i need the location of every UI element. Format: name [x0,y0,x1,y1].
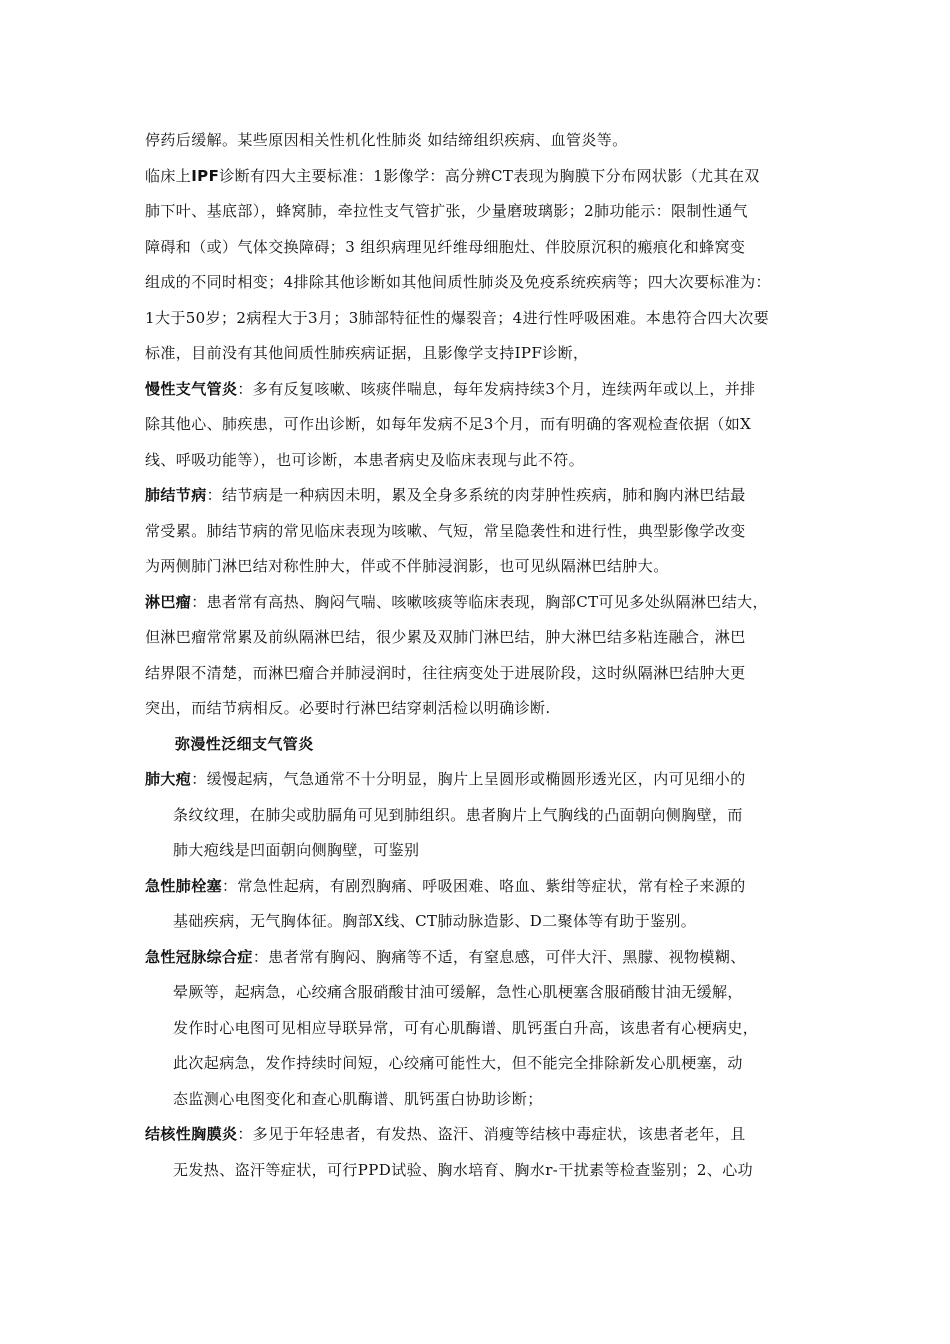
text-run: ：多见于年轻患者，有发热、盗汗、消瘦等结核中毒症状，该患者老年，且 [237,1125,746,1143]
text-line: 肺大疱线是凹面朝向侧胸壁，可鉴别 [173,841,420,859]
paragraph-tuberculous-pleurisy [145,1117,815,1188]
paragraph-acute-coronary-syndrome [145,940,815,1118]
paragraph-chronic-bronchitis [145,372,815,479]
text-line [145,762,815,798]
term-chronic-bronchitis: 慢性支气管炎 [145,379,238,398]
term-tuberculous-pleurisy: 结核性胸膜炎 [145,1125,238,1143]
paragraph-organizing-pneumonia [145,123,815,159]
section-heading: 弥漫性泛细支气管炎 [175,734,314,753]
term-sarcoidosis: 肺结节病 [145,486,207,504]
text-line: 晕厥等，起病急，心绞痛含服硝酸甘油可缓解，急性心肌梗塞含服硝酸甘油无缓解， [173,983,743,1001]
paragraph-pulmonary-embolism [145,869,815,940]
text-line: 发作时心电图可见相应导联异常，可有心肌酶谱、肌钙蛋白升高，该患者有心梗病史， [173,1018,759,1037]
text-line: 标准，目前没有其他间质性肺疾病证据，且影像学支持IPF诊断， [145,344,589,362]
text-line [145,869,815,905]
term-bullae: 肺大疱 [145,770,192,788]
text-line [145,159,815,195]
text-line: 结界限不清楚，而淋巴瘤合并肺浸润时，往往病变处于进展阶段，这时纵隔淋巴结肿大更 [145,663,746,682]
text-line [145,372,815,408]
text-line: 停药后缓解。某些原因相关性机化性肺炎 如结缔组织疾病、血管炎等。 [145,131,628,149]
text-line: 除其他心、肺疾患，可作出诊断，如每年发病不足3个月，而有明确的客观检查依据（如X [145,415,752,433]
paragraph-ipf-criteria [145,159,815,372]
text-run: ：缓慢起病，气急通常不十分明显，胸片上呈圆形或椭圆形透光区，内可见细小的 [191,770,746,788]
text-line: 条纹纹理，在肺尖或肋膈角可见到肺组织。患者胸片上气胸线的凸面朝向侧胸壁，而 [173,805,743,824]
text-line [145,940,815,976]
text-line: 态监测心电图变化和查心肌酶谱、肌钙蛋白协助诊断； [173,1089,543,1108]
text-run: 临床上 [145,166,192,185]
text-run: ：多有反复咳嗽、咳痰伴喘息，每年发病持续3个月，连续两年或以上，并排 [237,379,756,398]
text-line [145,1117,815,1153]
text-run: ：常急性起病，有剧烈胸痛、呼吸困难、咯血、紫绀等症状，常有栓子来源的 [222,876,746,895]
text-run: ：患者常有高热、胸闷气喘、咳嗽咳痰等临床表现，胸部CT可见多处纵隔淋巴结大， [191,592,768,611]
bold-term-ipf: IPF [191,166,220,185]
paragraph-lymphoma [145,585,815,727]
text-run: ：结节病是一种病因未明，累及全身多系统的肉芽肿性疾病，肺和胸内淋巴结最 [206,486,746,504]
text-line: 突出，而结节病相反。必要时行淋巴结穿刺活检以明确诊断. [145,699,551,717]
text-run: 诊断有四大主要标准：1影像学：高分辨CT表现为胸膜下分布网状影（尤其在双 [219,166,760,185]
text-line: 线、呼吸功能等），也可诊断，本患者病史及临床表现与此不符。 [145,450,585,469]
paragraph-sarcoidosis [145,478,815,585]
text-line: 为两侧肺门淋巴结对称性肿大，伴或不伴肺浸润影，也可见纵隔淋巴结肿大。 [145,557,669,575]
term-lymphoma: 淋巴瘤 [145,592,192,611]
text-line: 基础疾病，无气胸体征。胸部X线、CT肺动脉造影、D二聚体等有助于鉴别。 [173,912,697,930]
text-line: 此次起病急，发作持续时间短，心绞痛可能性大，但不能完全排除新发心肌梗塞，动 [173,1054,743,1072]
text-line: 1大于50岁；2病程大于3月；3肺部特征性的爆裂音；4进行性呼吸困难。本患符合四大次要 [145,308,770,327]
term-pulmonary-embolism: 急性肺栓塞 [145,876,223,895]
text-line [145,478,815,514]
text-line: 常受累。肺结节病的常见临床表现为咳嗽、气短，常呈隐袭性和进行性，典型影像学改变 [145,521,746,540]
term-acute-coronary-syndrome: 急性冠脉综合症 [145,947,253,966]
text-line: 无发热、盗汗等症状，可行PPD试验、胸水培育、胸水r-干扰素等检查鉴别；2、心功 [173,1160,753,1179]
paragraph-bullae [145,762,815,869]
document-body [145,123,815,1188]
text-line: 组成的不同时相变；4排除其他诊断如其他间质性肺炎及免疫系统疾病等；四大次要标准为： [145,273,771,291]
text-line: 障碍和（或）气体交换障碍；3 组织病理见纤维母细胞灶、伴胶原沉积的瘢痕化和蜂窝变 [145,237,746,256]
text-line [145,585,815,621]
text-line: 肺下叶、基底部），蜂窝肺，牵拉性支气管扩张，少量磨玻璃影；2肺功能示：限制性通气 [145,202,749,220]
text-line: 但淋巴瘤常常累及前纵隔淋巴结，很少累及双肺门淋巴结，肿大淋巴结多粘连融合，淋巴 [145,628,746,646]
text-run: ：患者常有胸闷、胸痛等不适，有窒息感，可伴大汗、黑朦、视物模糊、 [252,947,746,966]
